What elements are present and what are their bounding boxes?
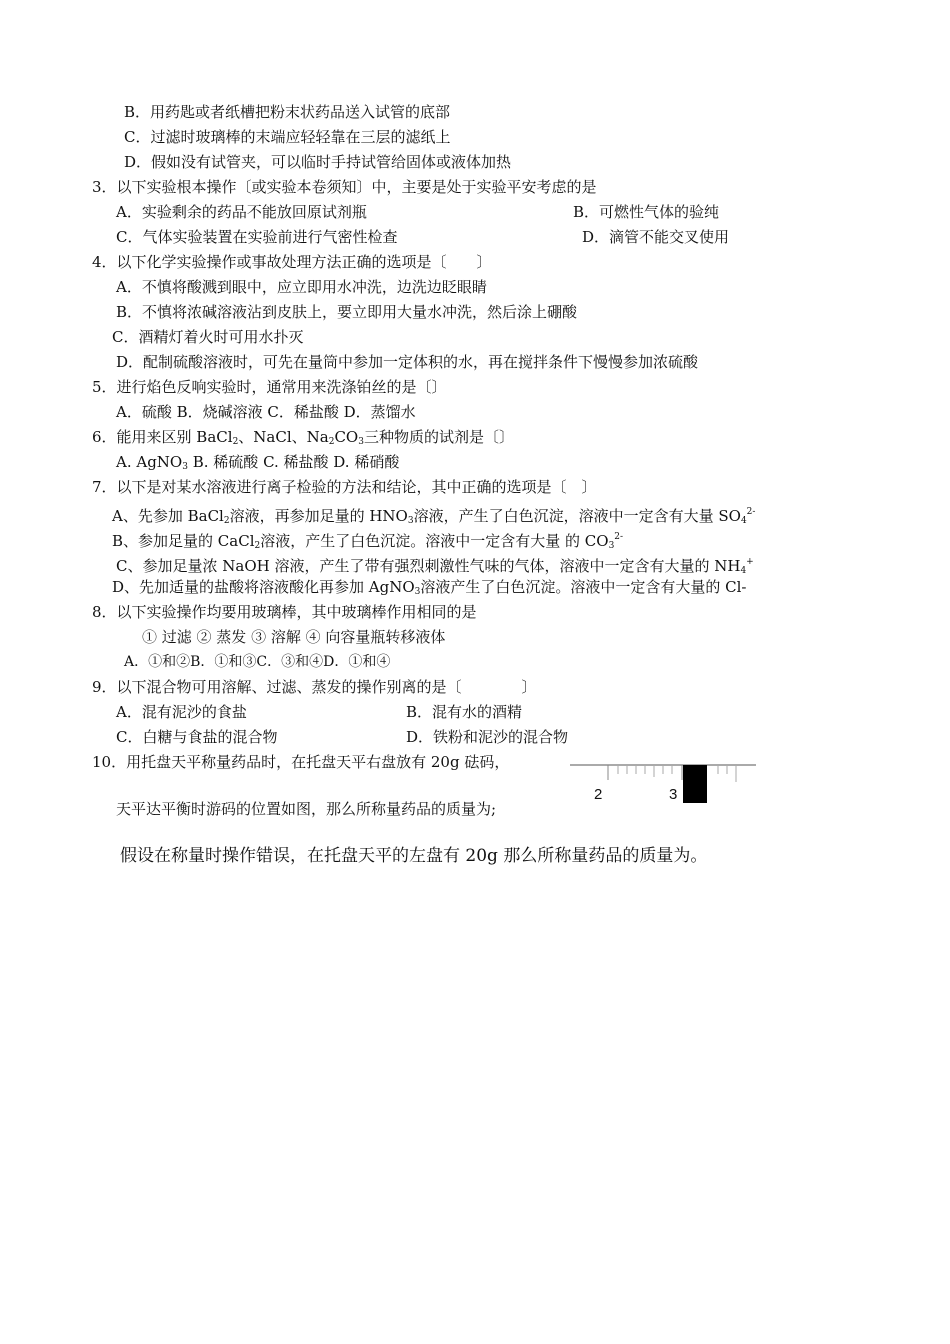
q7b-text-1: B、参加足量的 CaCl — [112, 532, 255, 550]
q7b-sup-charge: 2- — [614, 532, 624, 542]
scale-label-3: 3 — [669, 786, 678, 803]
balance-scale-figure — [570, 762, 760, 804]
q7a-sub-2: 2 — [223, 516, 230, 526]
q7a-text-2: 溶液，再参加足量的 HNO — [229, 507, 408, 525]
q9-option-d: D．铁粉和泥沙的混合物 — [406, 728, 569, 746]
q7b-sub-3: 3 — [608, 541, 615, 551]
q7-option-a — [112, 502, 756, 526]
q3-option-b: B．可燃性气体的验纯 — [573, 203, 720, 221]
q6-sub-2b: 2 — [328, 437, 335, 447]
q7a-text-3: 溶液，产生了白色沉淀，溶液中一定含有大量 SO — [413, 507, 741, 525]
question-4: 4．以下化学实验操作或事故处理方法正确的选项是〔 〕 — [92, 253, 492, 271]
q7d-sub-3: 3 — [414, 587, 421, 597]
q8-items: ① 过滤 ② 蒸发 ③ 溶解 ④ 向容量瓶转移液体 — [142, 628, 446, 646]
line-d-hold-tube: D．假如没有试管夹，可以临时手持试管给固体或液体加热 — [124, 153, 512, 171]
question-9: 9．以下混合物可用溶解、过滤、蒸发的操作别离的是〔 〕 — [92, 678, 537, 696]
q6-text-4: 三种物质的试剂是〔〕 — [363, 428, 514, 446]
q6-sub-3b: 3 — [182, 462, 188, 472]
line-c-filter: C．过滤时玻璃棒的末端应轻轻靠在三层的滤纸上 — [124, 128, 451, 146]
q3-option-c: C．气体实验装置在实验前进行气密性检查 — [116, 228, 398, 246]
q3-option-d: D．滴管不能交叉使用 — [582, 228, 730, 246]
question-5: 5．进行焰色反响实验时，通常用来洗涤铂丝的是〔〕 — [92, 378, 447, 396]
q7-option-d — [112, 577, 747, 597]
question-7: 7．以下是对某水溶液进行离子检验的方法和结论，其中正确的选项是〔 〕 — [92, 478, 597, 496]
question-10-line-2: 天平达平衡时游码的位置如图，那么所称量药品的质量为; — [116, 800, 497, 818]
q8-options: A．①和②B．①和③C．③和④D．①和④ — [124, 654, 391, 670]
q4-option-b: B．不慎将浓碱溶液沾到皮肤上，要立即用大量水冲洗，然后涂上硼酸 — [116, 303, 578, 321]
scale-label-2: 2 — [594, 786, 603, 803]
rider-weight — [683, 765, 707, 803]
q4-option-a: A．不慎将酸溅到眼中，应立即用水冲洗，边洗边眨眼睛 — [116, 278, 487, 296]
q9-option-b: B．混有水的酒精 — [406, 703, 523, 721]
question-8: 8．以下实验操作均要用玻璃棒，其中玻璃棒作用相同的是 — [92, 603, 477, 621]
q9-option-a: A．混有泥沙的食盐 — [116, 703, 247, 721]
q6-option-rest: B. 稀硫酸 C. 稀盐酸 D. 稀硝酸 — [187, 453, 400, 471]
q6-option-a: A. AgNO — [116, 453, 183, 471]
question-10: 10．用托盘天平称量药品时，在托盘天平右盘放有 20g 砝码， — [92, 753, 510, 771]
q7a-text-1: A、先参加 BaCl — [112, 507, 224, 525]
q7-option-b — [112, 527, 624, 551]
q7a-sub-4: 4 — [740, 516, 747, 526]
q6-sub-2: 2 — [232, 437, 239, 447]
q7b-sub-2: 2 — [254, 541, 261, 551]
q7d-text-2: 溶液产生了白色沉淀。溶液中一定含有大量的 Cl- — [420, 578, 747, 596]
q7a-sub-3: 3 — [407, 516, 414, 526]
question-3: 3．以下实验根本操作〔或实验本卷须知〕中，主要是处于实验平安考虑的是 — [92, 178, 597, 196]
question-6 — [92, 427, 514, 447]
q4-option-c: C．酒精灯着火时可用水扑灭 — [112, 328, 304, 346]
q6-text-3: CO — [334, 428, 359, 446]
q4-option-d: D．配制硫酸溶液时，可先在量筒中参加一定体积的水，再在搅拌条件下慢慢参加浓硫酸 — [116, 353, 699, 371]
q7a-sup-charge: 2- — [746, 507, 756, 517]
q5-options: A．硫酸 B．烧碱溶液 C．稀盐酸 D．蒸馏水 — [116, 403, 416, 421]
question-10-line-3: 假设在称量时操作错误，在托盘天平的左盘有 20g 那么所称量药品的质量为。 — [120, 846, 708, 866]
q6-text-2: 、NaCl、Na — [238, 428, 329, 446]
q9-option-c: C．白糖与食盐的混合物 — [116, 728, 278, 746]
q6-sub-3: 3 — [358, 437, 364, 447]
q7d-text-1: D、先加适量的盐酸将溶液酸化再参加 AgNO — [112, 578, 415, 596]
q7c-sup-charge: + — [746, 557, 754, 567]
q6-options — [116, 452, 399, 472]
line-b-spoon: B．用药匙或者纸槽把粉末状药品送入试管的底部 — [124, 103, 451, 121]
q6-text-1: 6．能用来区别 BaCl — [92, 428, 233, 446]
q3-option-a: A．实验剩余的药品不能放回原试剂瓶 — [116, 203, 367, 221]
q7c-sub-4: 4 — [740, 566, 747, 576]
q7c-text-1: C、参加足量浓 NaOH 溶液，产生了带有强烈刺激性气味的气体，溶液中一定含有大量的 NH — [116, 557, 741, 575]
q7-option-c — [116, 552, 754, 576]
q7b-text-2: 溶液，产生了白色沉淀。溶液中一定含有大量 的 CO — [260, 532, 609, 550]
